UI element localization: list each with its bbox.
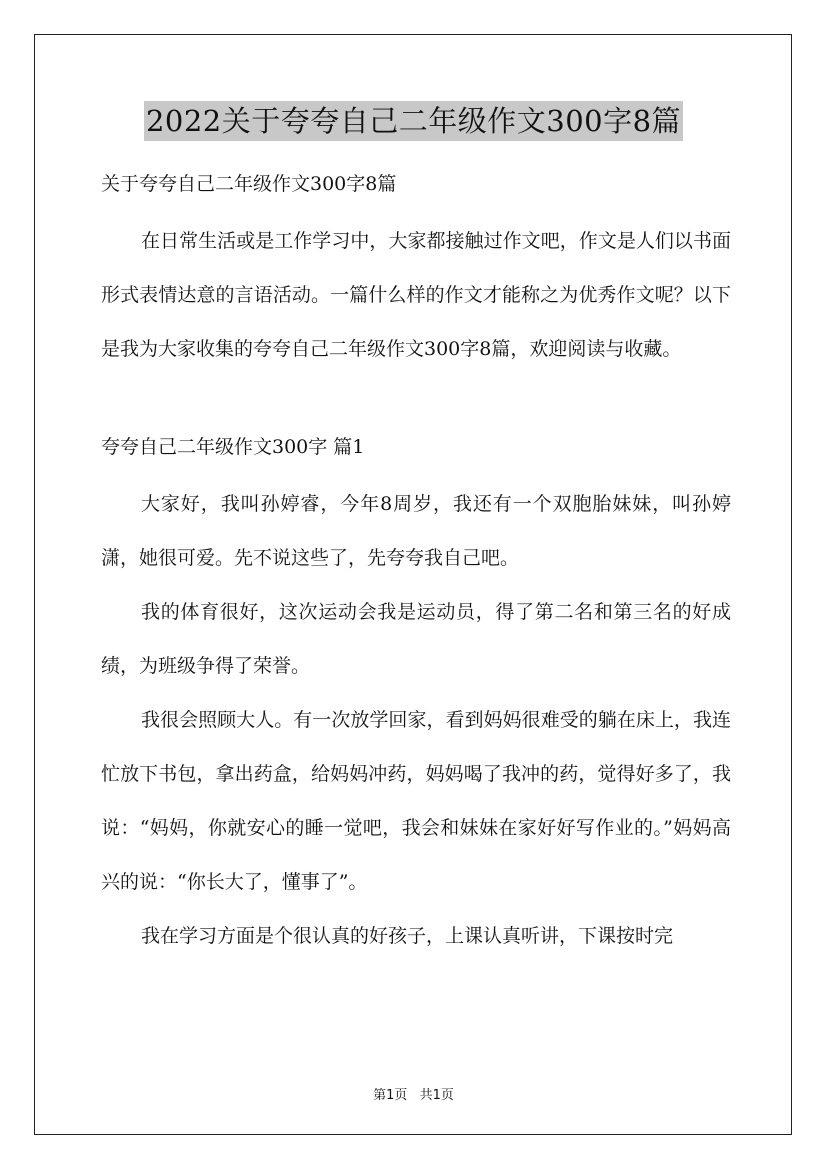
document-title [0,101,827,141]
section-heading: 夸夸自己二年级作文300字 篇1 [101,436,365,458]
document-body [101,171,731,963]
document-title-text: 2022关于夸夸自己二年级作文300字8篇 [144,101,683,141]
body-paragraph: 我很会照顾大人。有一次放学回家，看到妈妈很难受的躺在床上，我连忙放下书包，拿出药盒，给妈妈冲药，妈妈喝了我冲的药，觉得好多了，我说：“妈妈，你就安心的睡一觉吧，我会和妹妹在家好好写作业的。”妈妈高兴的说：“你长大了，懂事了”。 [101,709,731,893]
page-total: 共1页 [419,1088,454,1103]
body-paragraph: 我在学习方面是个很认真的好孩子，上课认真听讲，下课按时完 [141,925,674,947]
document-subtitle: 关于夸夸自己二年级作文300字8篇 [101,173,397,195]
body-paragraph: 大家好，我叫孙婷睿，今年8周岁，我还有一个双胞胎妹妹，叫孙婷潇，她很可爱。先不说这些了，先夸夸我自己吧。 [101,493,731,569]
page-number: 第1页 [373,1088,408,1103]
intro-paragraph: 在日常生活或是工作学习中，大家都接触过作文吧，作文是人们以书面形式表情达意的言语活动。一篇什么样的作文才能称之为优秀作文呢？以下是我为大家收集的夸夸自己二年级作文300字8篇，欢迎阅读与收藏。 [101,230,731,360]
page-footer [0,1084,827,1103]
body-paragraph: 我的体育很好，这次运动会我是运动员，得了第二名和第三名的好成绩，为班级争得了荣誉。 [101,601,731,677]
